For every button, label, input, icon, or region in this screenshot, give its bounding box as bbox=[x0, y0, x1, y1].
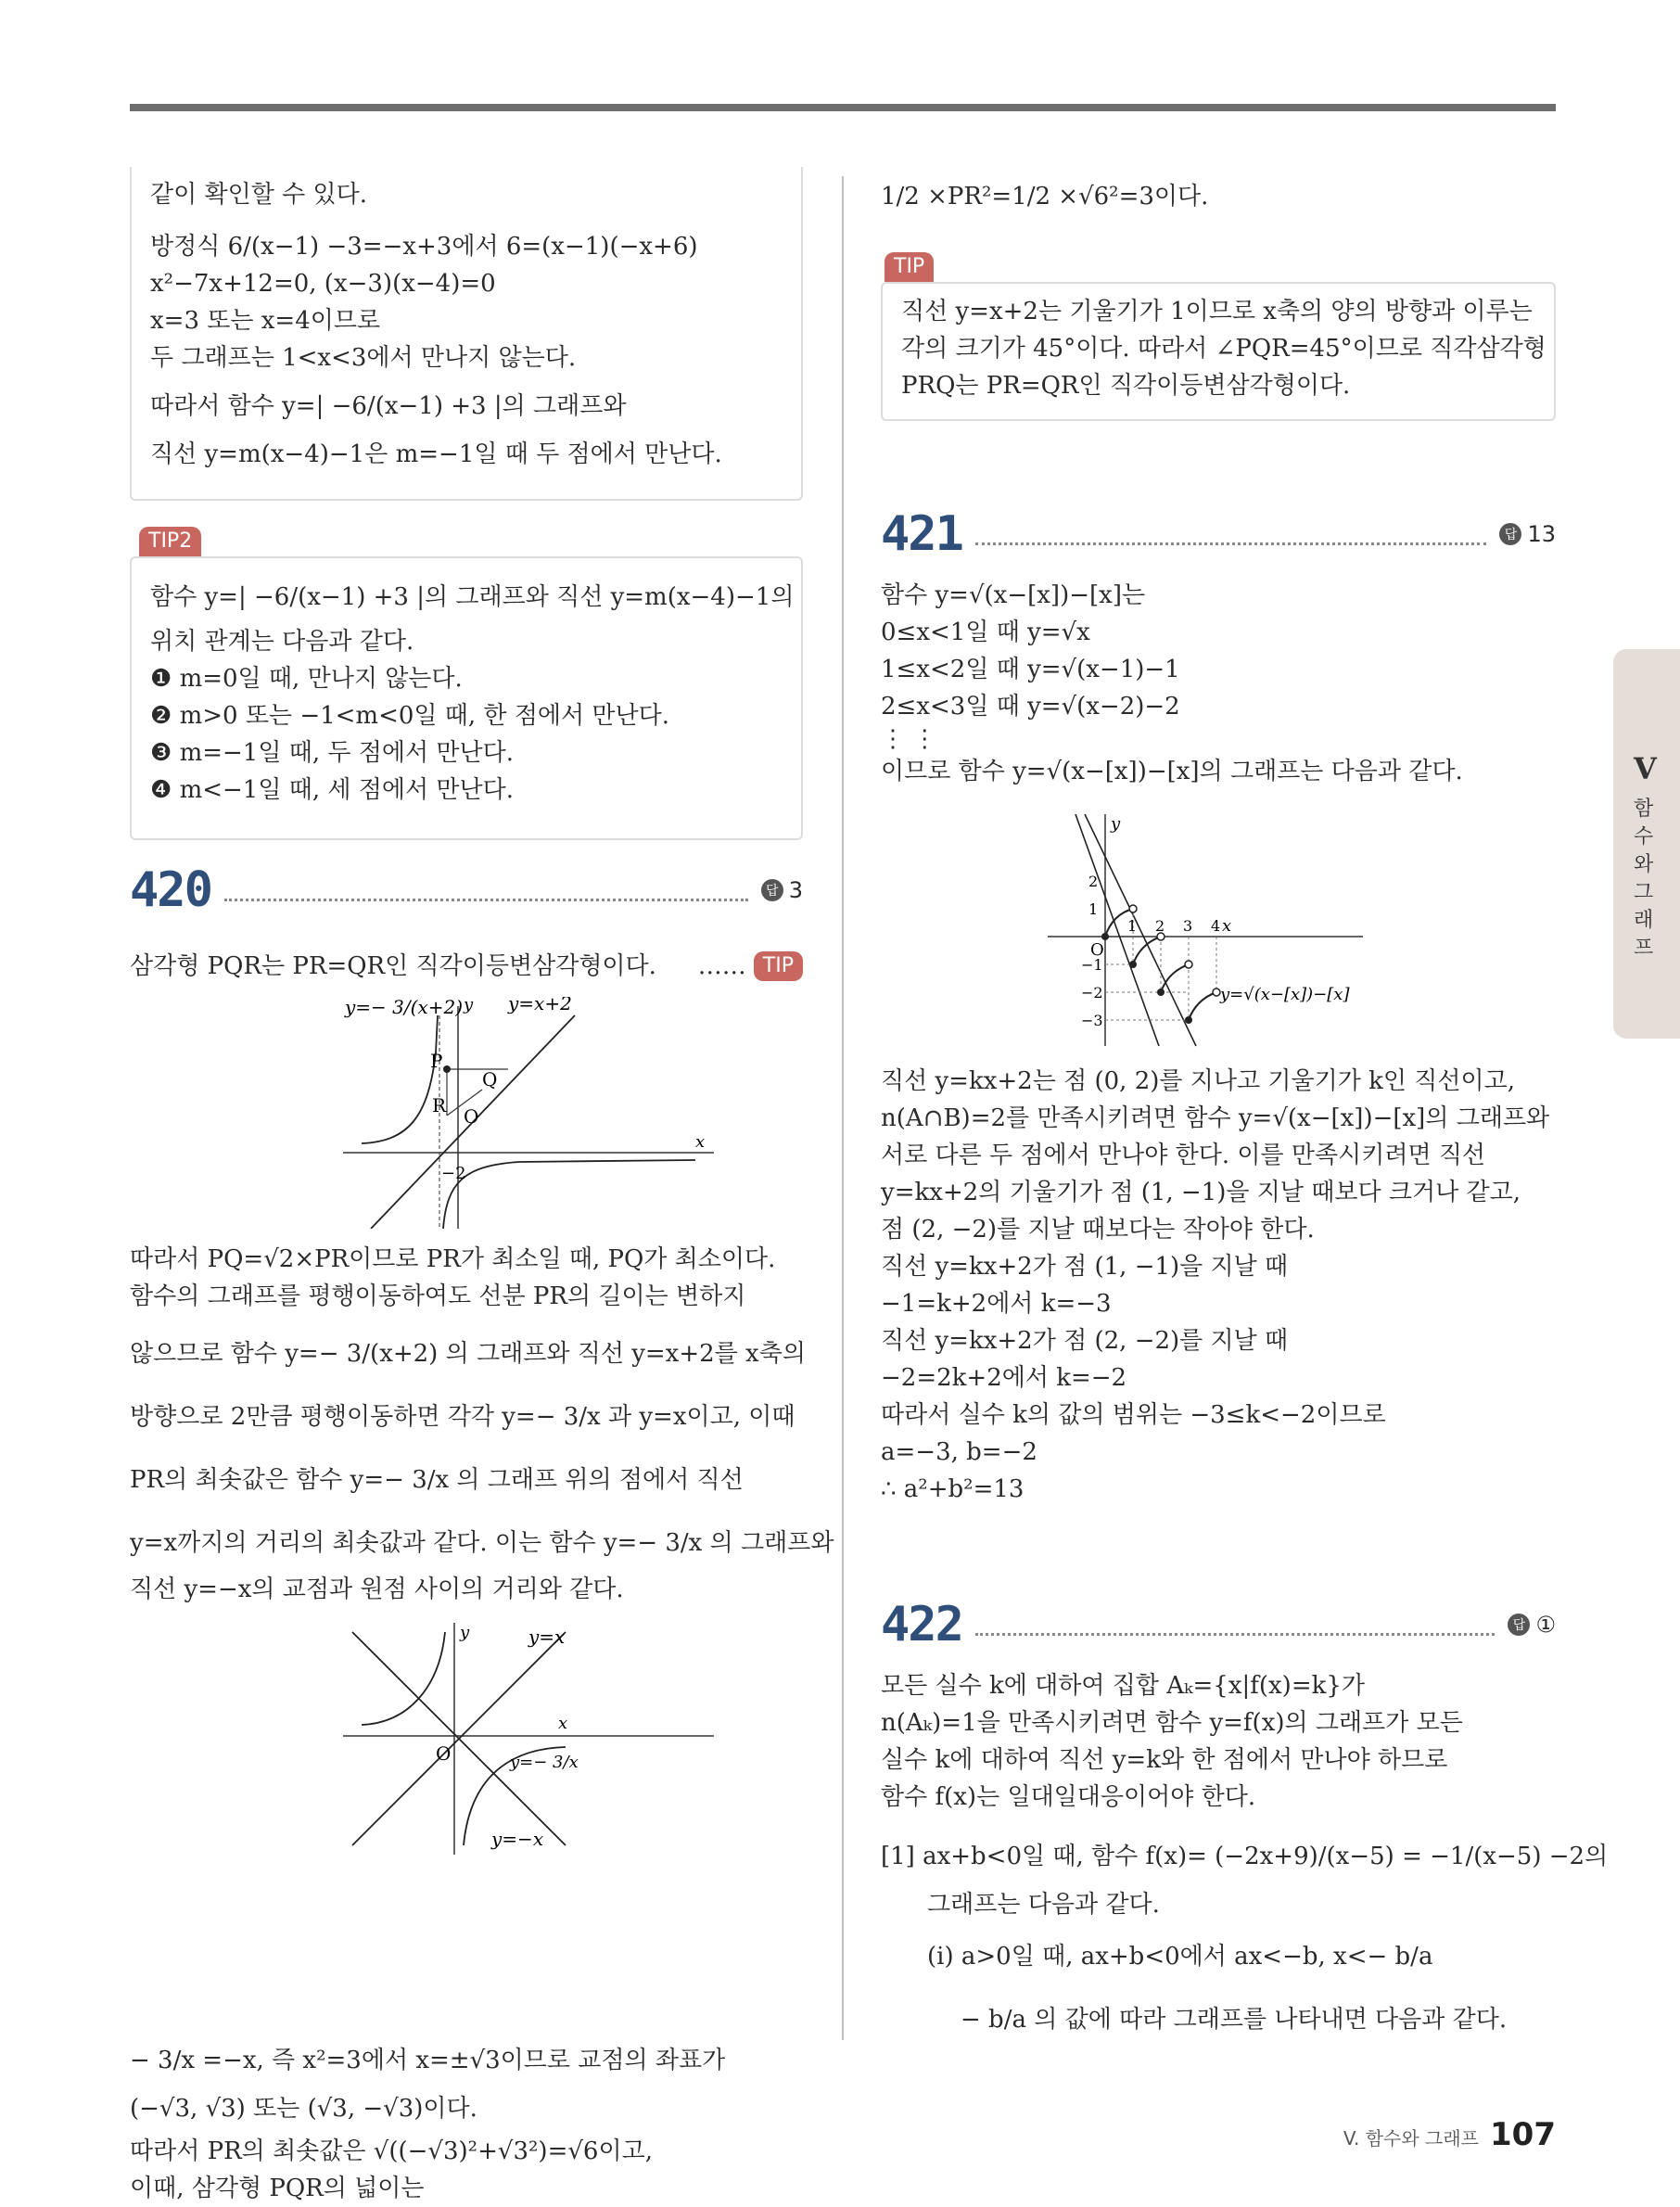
eq-label: y=−x bbox=[491, 1828, 544, 1850]
s422-lines bbox=[881, 1667, 1609, 2038]
text-line: ❹ m<−1일 때, 세 점에서 만난다. bbox=[150, 776, 514, 804]
answer-value: ① bbox=[1535, 1612, 1556, 1638]
text-line: 함수 y=| −6/(x−1) +3 |의 그래프와 직선 y=m(x−4)−1의 bbox=[150, 583, 795, 611]
leader-dots bbox=[975, 542, 1487, 545]
section-422-header bbox=[881, 1597, 1556, 1652]
text-line: ⋮ ⋮ bbox=[881, 725, 937, 753]
closed-point bbox=[1185, 1016, 1192, 1024]
text-line: 위치 관계는 다음과 같다. bbox=[150, 628, 414, 656]
hyperbola-left-branch bbox=[362, 1015, 438, 1143]
answer bbox=[1508, 1612, 1556, 1638]
text-line: 점 (2, −2)를 지날 때보다는 작아야 한다. bbox=[881, 1216, 1315, 1244]
chapter-side-tab bbox=[1613, 649, 1680, 1039]
page-number: 107 bbox=[1490, 2116, 1556, 2153]
curve-piece-3 bbox=[1161, 964, 1189, 992]
tick-label: 2 bbox=[1088, 873, 1099, 890]
axis-label: x bbox=[695, 1132, 706, 1152]
point-label: P bbox=[430, 1050, 443, 1072]
closed-point bbox=[1101, 933, 1109, 940]
point-P bbox=[443, 1065, 451, 1073]
text-line: 1/2 ×PR²=1/2 ×√6²=3이다. bbox=[881, 183, 1209, 210]
open-point bbox=[1129, 905, 1137, 912]
s420-body bbox=[130, 1241, 834, 1608]
text-line: 방향으로 2만큼 평행이동하면 각각 y=− 3/x 과 y=x이고, 이때 bbox=[130, 1403, 795, 1431]
eq-label: y=− 3/(x+2) bbox=[345, 997, 464, 1018]
graph-420-hyperbola bbox=[343, 997, 714, 1229]
text-line: 따라서 함수 y=| −6/(x−1) +3 |의 그래프와 bbox=[150, 392, 627, 420]
tick-label: −1 bbox=[1081, 956, 1103, 974]
graph-421 bbox=[1048, 814, 1400, 1055]
text-line: −2=2k+2에서 k=−2 bbox=[881, 1364, 1127, 1392]
section-420-header bbox=[130, 862, 803, 918]
tick-label: 3 bbox=[1183, 917, 1193, 935]
curve-upper-left bbox=[362, 1632, 445, 1725]
text-line: x²−7x+12=0, (x−3)(x−4)=0 bbox=[150, 270, 496, 298]
leader-dots bbox=[975, 1633, 1495, 1636]
chapter-title: 함수와 그래프 bbox=[1634, 797, 1654, 960]
tip2-box bbox=[130, 556, 803, 840]
tip2-block bbox=[130, 527, 803, 840]
answer-value: 13 bbox=[1527, 521, 1556, 547]
text-line: PR의 최솟값은 함수 y=− 3/x 의 그래프 위의 점에서 직선 bbox=[130, 1466, 744, 1494]
section-number: 421 bbox=[881, 506, 962, 562]
text-line: y=x까지의 거리의 최솟값과 같다. 이는 함수 y=− 3/x 의 그래프와 bbox=[130, 1529, 834, 1557]
axis-label: x bbox=[1222, 916, 1232, 936]
section-number: 422 bbox=[881, 1597, 962, 1652]
eq-label: y=x+2 bbox=[508, 997, 572, 1014]
text-line: 삼각형 PQR는 PR=QR인 직각이등변삼각형이다. bbox=[130, 952, 656, 980]
section-421-header bbox=[881, 506, 1556, 562]
eq-label: y=− 3/x bbox=[510, 1753, 579, 1772]
axis-label: y bbox=[464, 997, 474, 1014]
footer-chapter-label: V. 함수와 그래프 bbox=[1343, 2127, 1480, 2150]
hyperbola-right-branch bbox=[443, 1160, 695, 1229]
tip-block bbox=[881, 252, 1556, 421]
text-line: 실수 k에 대하여 직선 y=k와 한 점에서 만나야 하므로 bbox=[881, 1746, 1448, 1774]
text-line: 1≤x<2일 때 y=√(x−1)−1 bbox=[881, 656, 1180, 683]
answer bbox=[1499, 521, 1556, 547]
origin-label: O bbox=[1090, 940, 1104, 960]
section-number: 420 bbox=[130, 862, 211, 918]
text-line: 직선 y=kx+2가 점 (2, −2)를 지날 때 bbox=[881, 1327, 1289, 1355]
text-line: 각의 크기가 45°이다. 따라서 ∠PQR=45°이므로 직각삼각형 bbox=[901, 335, 1546, 363]
tick-label: −2 bbox=[441, 1164, 466, 1183]
open-point bbox=[1185, 961, 1192, 968]
solution-continuation-box bbox=[130, 167, 803, 501]
s420-intro bbox=[130, 948, 803, 985]
text-line: 않으므로 함수 y=− 3/(x+2) 의 그래프와 직선 y=x+2를 x축의 bbox=[130, 1340, 806, 1368]
text-line: a=−3, b=−2 bbox=[881, 1438, 1037, 1466]
chapter-roman: V bbox=[1634, 751, 1657, 786]
point-label: O bbox=[464, 1105, 479, 1128]
graph-420-shifted bbox=[343, 1623, 714, 1855]
text-line: 직선 y=x+2는 기울기가 1이므로 x축의 양의 방향과 이루는 bbox=[901, 298, 1533, 325]
text-line: 0≤x<1일 때 y=√x bbox=[881, 619, 1090, 646]
tip-label: TIP bbox=[885, 252, 934, 282]
top-rule bbox=[130, 104, 1556, 111]
text-line: 서로 다른 두 점에서 만나야 한다. 이를 만족시키려면 직선 bbox=[881, 1142, 1486, 1169]
text-line: 모든 실수 k에 대하여 집합 Aₖ={x|f(x)=k}가 bbox=[881, 1672, 1366, 1700]
tick-label: 2 bbox=[1155, 917, 1165, 935]
text-line: −1=k+2에서 k=−3 bbox=[881, 1290, 1112, 1318]
tip-box bbox=[881, 282, 1556, 421]
axis-label: y bbox=[460, 1623, 470, 1642]
text-line: x=3 또는 x=4이므로 bbox=[150, 307, 381, 335]
answer bbox=[761, 877, 803, 903]
closed-point bbox=[1157, 989, 1165, 996]
tip-badge: TIP bbox=[754, 951, 803, 981]
page-footer bbox=[1343, 2116, 1556, 2153]
origin-label: O bbox=[436, 1742, 452, 1765]
text-line: 직선 y=−x의 교점과 원점 사이의 거리와 같다. bbox=[130, 1576, 624, 1603]
axis-label: y bbox=[1111, 814, 1121, 834]
text-line: PRQ는 PR=QR인 직각이등변삼각형이다. bbox=[901, 372, 1351, 400]
tick-label: −3 bbox=[1081, 1012, 1103, 1029]
text-line: 직선 y=kx+2는 점 (0, 2)를 지나고 기울기가 k인 직선이고, bbox=[881, 1067, 1515, 1095]
text-line: 따라서 실수 k의 값의 범위는 −3≤k<−2이므로 bbox=[881, 1401, 1386, 1429]
answer-value: 3 bbox=[788, 877, 803, 903]
text-line: ❷ m>0 또는 −1<m<0일 때, 한 점에서 만난다. bbox=[150, 702, 670, 730]
text-line: − b/a 의 값에 따라 그래프를 나타내면 다음과 같다. bbox=[961, 2006, 1508, 2034]
text-line: 함수의 그래프를 평행이동하여도 선분 PR의 길이는 변하지 bbox=[130, 1282, 746, 1310]
text-line: 따라서 PQ=√2×PR이므로 PR가 최소일 때, PQ가 최소이다. bbox=[130, 1245, 776, 1273]
open-point bbox=[1213, 989, 1220, 996]
text-line: y=kx+2의 기울기가 점 (1, −1)을 지날 때보다 크거나 같고, bbox=[881, 1179, 1521, 1206]
text-line: 따라서 PR의 최솟값은 √((−√3)²+√3²)=√6이고, bbox=[130, 2137, 653, 2165]
leader-dots bbox=[224, 899, 748, 901]
text-line: n(A∩B)=2를 만족시키려면 함수 y=√(x−[x])−[x]의 그래프와 bbox=[881, 1104, 1550, 1132]
text-line: − 3/x =−x, 즉 x²=3에서 x=±√3이므로 교점의 좌표가 bbox=[130, 2047, 726, 2074]
s421-lines2 bbox=[881, 1063, 1556, 1508]
text-line: 이므로 함수 y=√(x−[x])−[x]의 그래프는 다음과 같다. bbox=[881, 758, 1463, 785]
text-line: ∴ a²+b²=13 bbox=[881, 1475, 1025, 1503]
text-line: n(Aₖ)=1을 만족시키려면 함수 y=f(x)의 그래프가 모든 bbox=[881, 1709, 1463, 1737]
axis-label: x bbox=[558, 1714, 568, 1733]
text-line: ❸ m=−1일 때, 두 점에서 만난다. bbox=[150, 739, 514, 767]
text-line: 그래프는 다음과 같다. bbox=[927, 1891, 1160, 1919]
text-line: 두 그래프는 1<x<3에서 만나지 않는다. bbox=[150, 344, 577, 372]
text-line: 같이 확인할 수 있다. bbox=[150, 181, 367, 209]
answer-icon: 답 bbox=[761, 879, 783, 901]
tick-label: 4 bbox=[1211, 917, 1221, 935]
text-line: [1] ax+b<0일 때, 함수 f(x)= (−2x+9)/(x−5) = −1/(x−5) −2의 bbox=[881, 1843, 1609, 1870]
eq-label: y=x bbox=[528, 1626, 566, 1648]
point-label: R bbox=[432, 1094, 447, 1116]
text-line: 함수 f(x)는 일대일대응이어야 한다. bbox=[881, 1783, 1256, 1811]
tick-label: 1 bbox=[1127, 917, 1138, 935]
closed-point bbox=[1129, 961, 1137, 968]
s421-lines1 bbox=[881, 577, 1556, 790]
tip2-label: TIP2 bbox=[139, 527, 201, 556]
text-line: (−√3, √3) 또는 (√3, −√3)이다. bbox=[130, 2095, 477, 2123]
column-divider bbox=[842, 176, 844, 2040]
text-line: 직선 y=kx+2가 점 (1, −1)을 지날 때 bbox=[881, 1253, 1289, 1281]
leader-dots: …… bbox=[697, 952, 746, 980]
eq-label: y=√(x−[x])−[x] bbox=[1220, 985, 1350, 1004]
text-line: 직선 y=m(x−4)−1은 m=−1일 때 두 점에서 만난다. bbox=[150, 440, 722, 468]
tick-label: 1 bbox=[1088, 900, 1099, 918]
curve-piece-2 bbox=[1133, 937, 1161, 964]
answer-icon: 답 bbox=[1508, 1614, 1530, 1636]
curve-piece-4 bbox=[1189, 992, 1216, 1020]
text-line: ❶ m=0일 때, 만나지 않는다. bbox=[150, 665, 463, 693]
s420-body2 bbox=[130, 2042, 803, 2207]
text-line: 2≤x<3일 때 y=√(x−2)−2 bbox=[881, 693, 1180, 721]
text-line: 이때, 삼각형 PQR의 넓이는 bbox=[130, 2175, 425, 2202]
text-line: (i) a>0일 때, ax+b<0에서 ax<−b, x<− b/a bbox=[927, 1943, 1433, 1971]
point-label: Q bbox=[482, 1068, 498, 1091]
text-line: 방정식 6/(x−1) −3=−x+3에서 6=(x−1)(−x+6) bbox=[150, 233, 698, 261]
answer-icon: 답 bbox=[1499, 523, 1521, 545]
tick-label: −2 bbox=[1081, 984, 1103, 1001]
text-line: 함수 y=√(x−[x])−[x]는 bbox=[881, 581, 1146, 609]
